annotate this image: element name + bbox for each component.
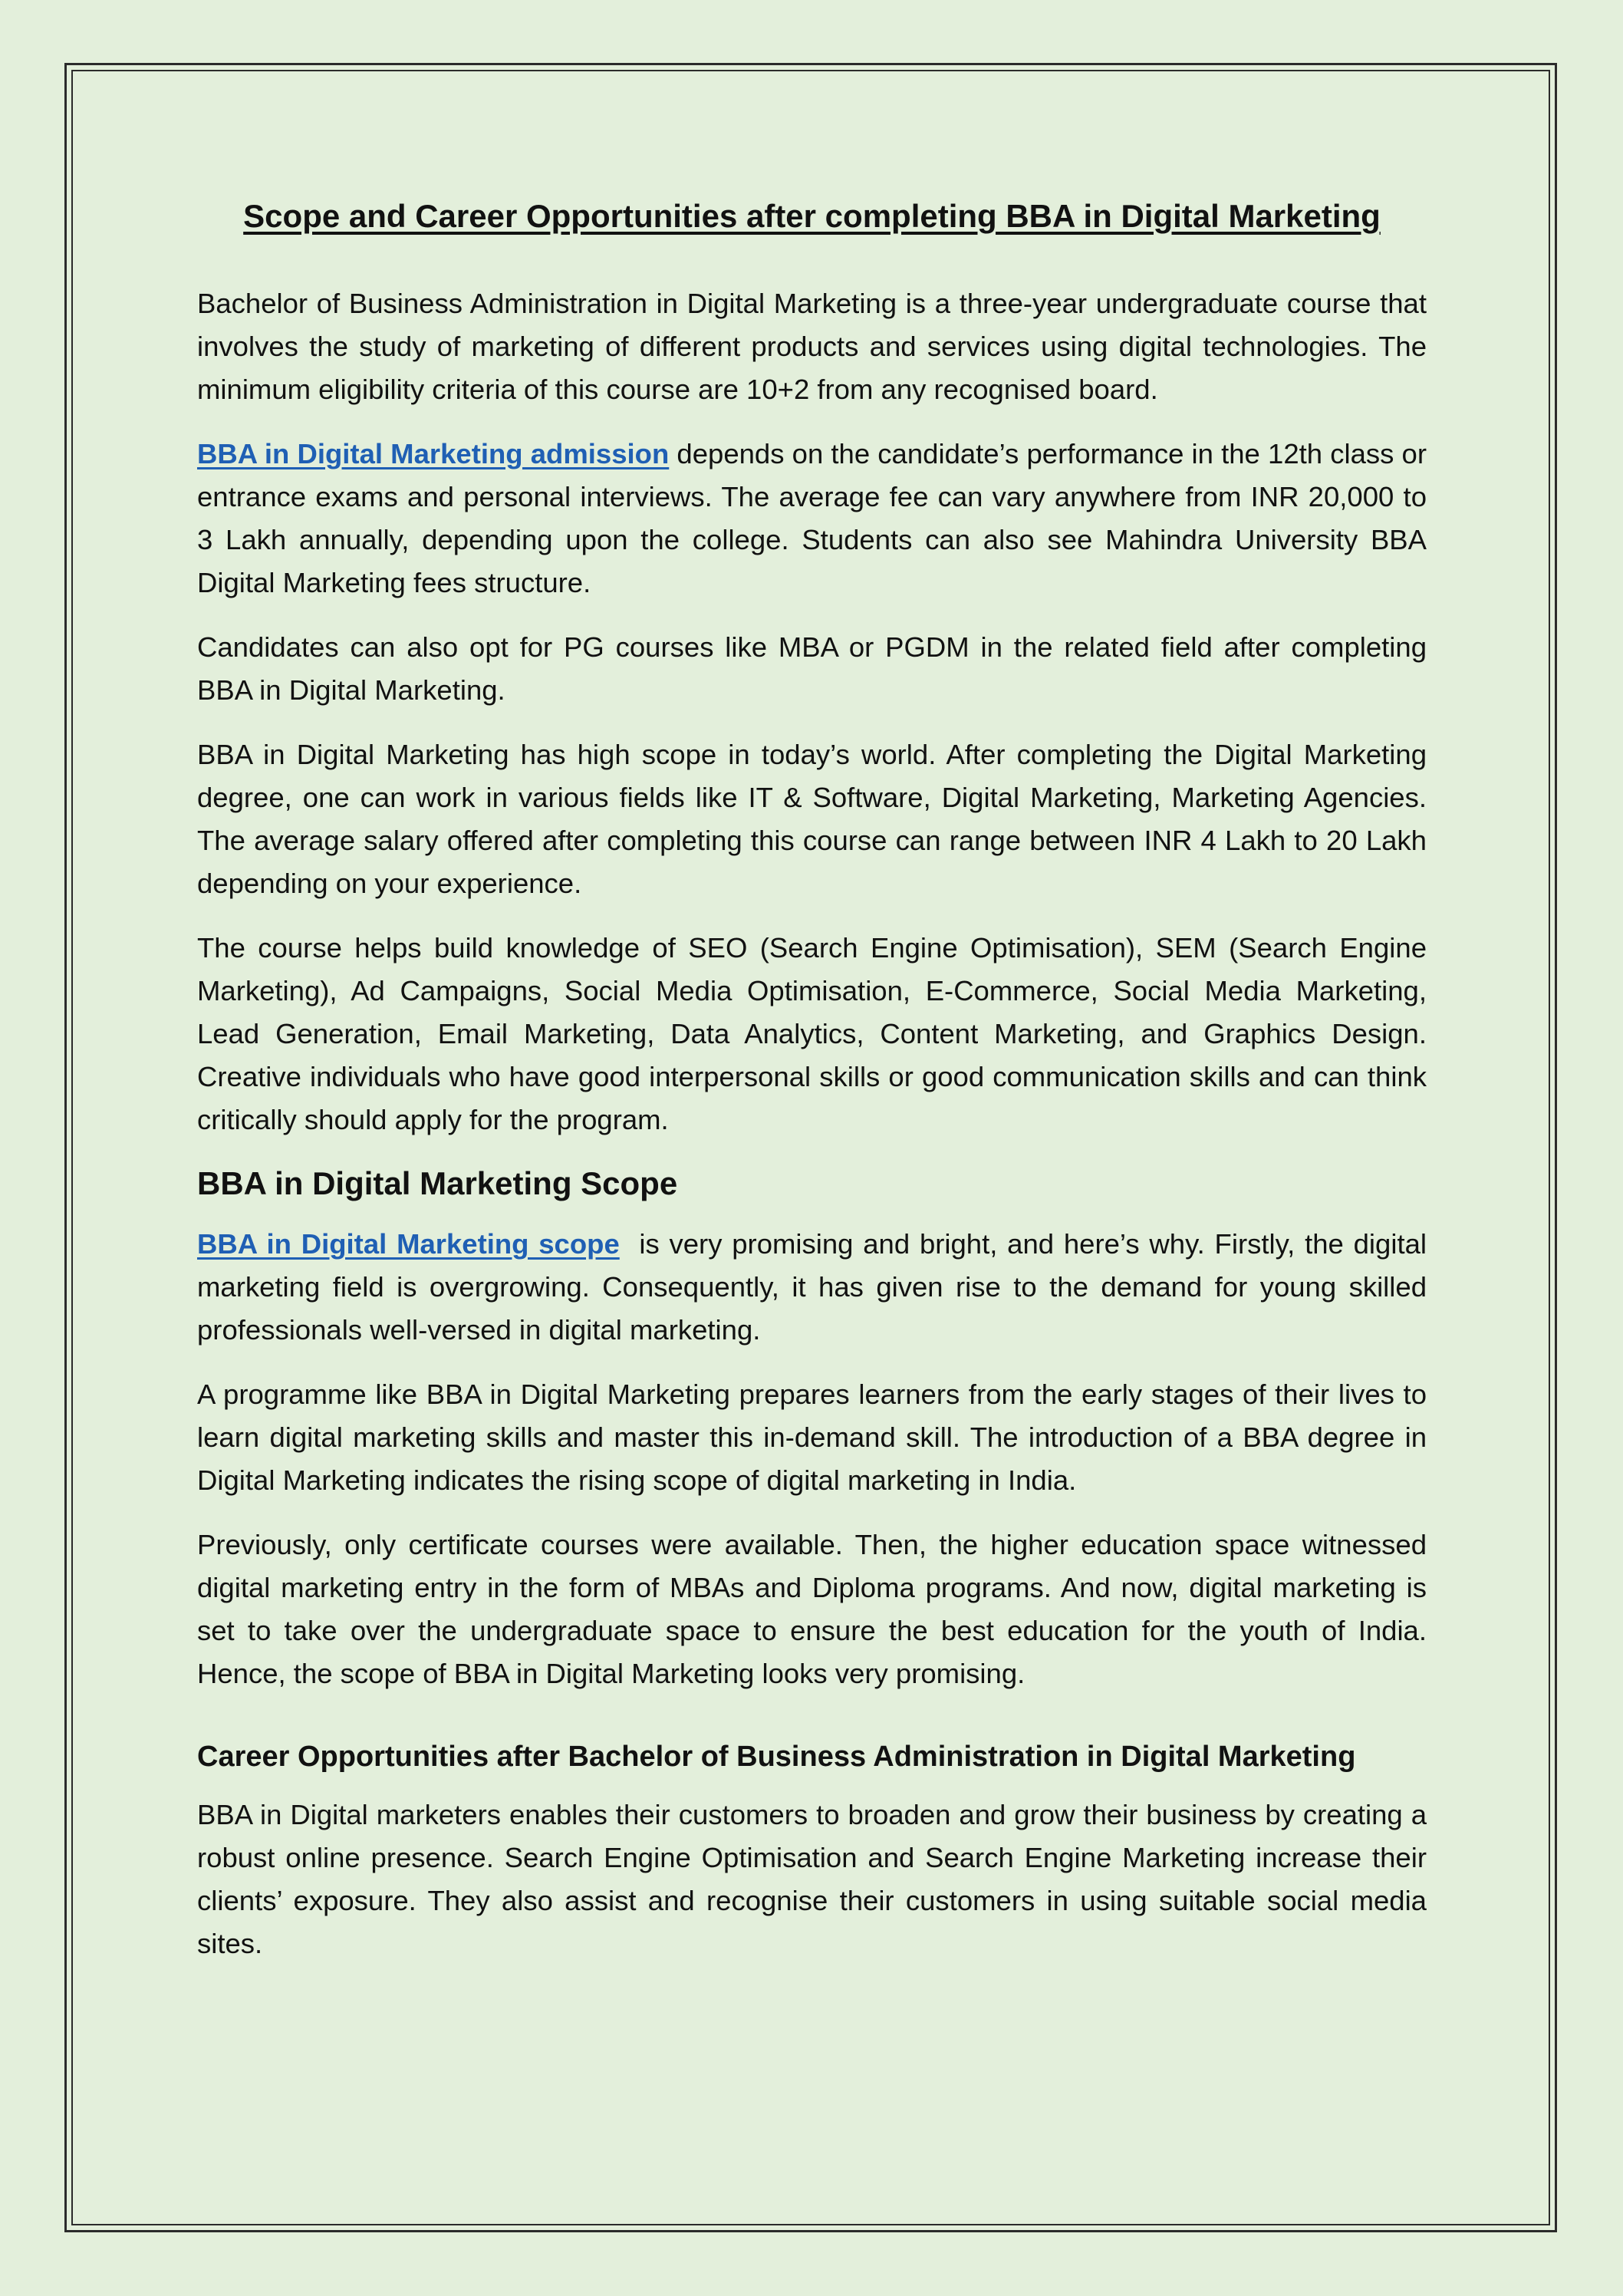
intro-paragraph-3: Candidates can also opt for PG courses like MBA or PGDM in the related field after completing BBA in Digital Marketing. [197,631,1427,706]
scope-paragraph-3: Previously, only certificate courses were available. Then, the higher education space witnessed digital marketing entry in the form of MBAs and Diploma programs. And now, digital marketing is set to take over the undergraduate space to ensure the best education for the youth of India. Hence, the scope of BBA in Digital Marketing looks very promising. [197,1529,1427,1690]
intro-paragraph-4: BBA in Digital Marketing has high scope in today’s world. After completing the Digital Marketing degree, one can work in various fields like IT & Software, Digital Marketing, Marketing Agencies. The average salary offered after completing this course can range between INR 4 Lakh to 20 Lakh depending on your experience. [197,738,1427,899]
document-body [197,196,1435,1987]
scope-paragraph-1 [197,1223,1435,1352]
career-paragraph-1: BBA in Digital marketers enables their customers to broaden and grow their business by creating a robust online presence. Search Engine Optimisation and Search Engine Marketing increase their clients’ exposure. They also assist and recognise their customers in using suitable social media sites. [197,1798,1427,1959]
scope-heading: BBA in Digital Marketing Scope [197,1164,678,1201]
intro-paragraph-2-text: depends on the candidate’s performance in the 12th class or entrance exams and personal interviews. The average fee can vary anywhere from INR 20,000 to 3 Lakh annually, depending upon the college. Students can also see Mahindra University BBA Digital Marketing fees structure. [197,437,1427,598]
scope-paragraph-2: A programme like BBA in Digital Marketing prepares learners from the early stages of their lives to learn digital marketing skills and master this in-demand skill. The introduction of a BBA degree in Digital Marketing indicates the rising scope of digital marketing in India. [197,1379,1427,1497]
scope-link[interactable]: BBA in Digital Marketing scope [197,1228,620,1260]
scope-paragraph-1-text: is very promising and bright, and here’s why. Firstly, the digital marketing field is overgrowing. Consequently, it has given rise to the demand for young skilled professionals well-versed in digital marketing. [197,1228,1435,1346]
document-title: Scope and Career Opportunities after completing BBA in Digital Marketing [243,198,1381,234]
admission-link[interactable]: BBA in Digital Marketing admission [197,437,670,469]
intro-paragraph-1: Bachelor of Business Administration in Digital Marketing is a three-year undergraduate course that involves the study of marketing of different products and services using digital technologies. The minimum eligibility criteria of this course are 10+2 from any recognised board. [197,287,1427,405]
career-heading: Career Opportunities after Bachelor of Business Administration in Digital Marketing [197,1741,1356,1774]
intro-paragraph-2 [197,433,1427,604]
intro-paragraph-5: The course helps build knowledge of SEO (Search Engine Optimisation), SEM (Search Engine Marketing), Ad Campaigns, Social Media Optimisation, E-Commerce, Social Media Marketing, Lead Generation, Email Marketing, Data Analytics, Content Marketing, and Graphics Design. Creative individuals who have good interpersonal skills or good communication skills and can think critically should apply for the program. [197,931,1427,1135]
